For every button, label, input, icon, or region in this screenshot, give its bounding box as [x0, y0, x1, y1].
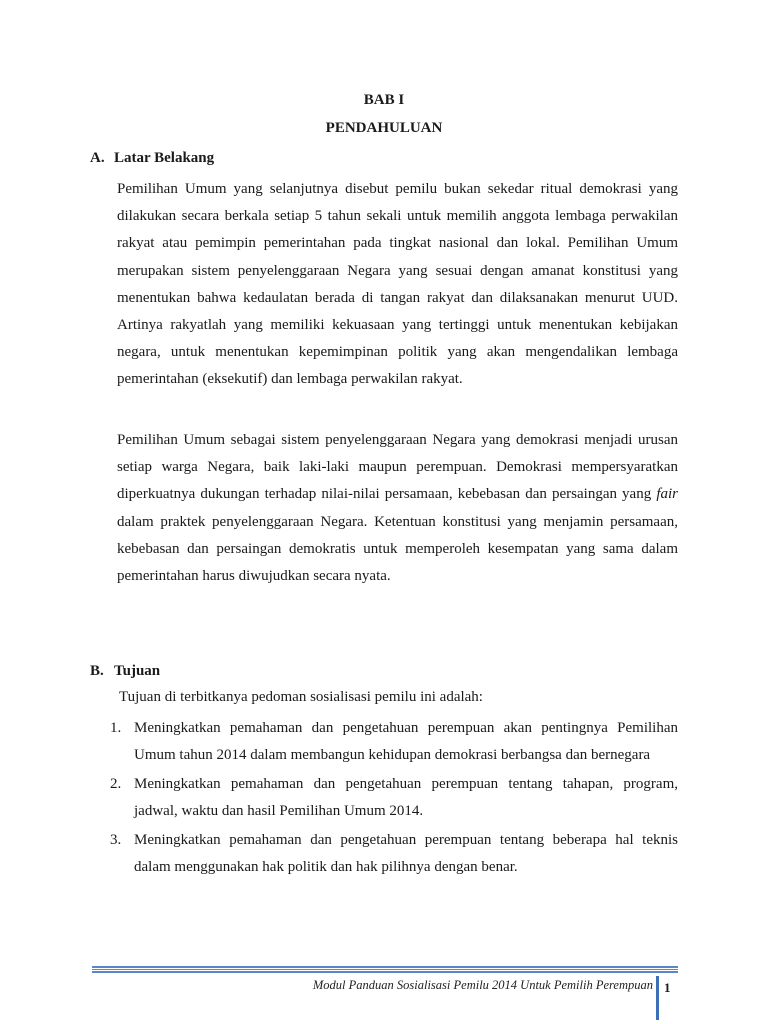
- chapter-number: BAB I: [363, 92, 405, 108]
- paragraph-2-italic-word: fair: [656, 486, 678, 503]
- list-item: [110, 715, 678, 769]
- objectives-list: [110, 715, 678, 883]
- paragraph-2-text-after: dalam praktek penyelenggaraan Negara. Ketentuan konstitusi yang menjamin persamaan, kebebasan dan persaingan demokratis untuk memperoleh kesempatan yang sama dalam pemerintahan harus diwujudkan secara nyata.: [117, 513, 678, 585]
- footer-title: Modul Panduan Sosialisasi Pemilu 2014 Untuk Pemilih Perempuan: [312, 978, 653, 992]
- section-a-letter: A.: [90, 150, 105, 166]
- section-b-letter: B.: [90, 663, 104, 679]
- list-item-text: Meningkatkan pemahaman dan pengetahuan perempuan tentang tahapan, program, jadwal, waktu dan hasil Pemilihan Umum 2014.: [134, 775, 678, 820]
- list-item-number: 1.: [110, 720, 122, 736]
- section-a-heading: [90, 150, 214, 167]
- section-b-intro: Tujuan di terbitkanya pedoman sosialisasi pemilu ini adalah:: [119, 689, 483, 705]
- paragraph-2-text-before: Pemilihan Umum sebagai sistem penyelenggaraan Negara yang demokrasi menjadi urusan setiap warga Negara, baik laki-laki maupun perempuan. Demokrasi mempersyaratkan diperkuatnya dukungan terhadap nilai-nilai persamaan, kebebasan dan persaingan yang: [117, 432, 678, 503]
- list-item-text: Meningkatkan pemahaman dan pengetahuan perempuan akan pentingnya Pemilihan Umum tahun 2014 dalam membangun kehidupan demokrasi berbangsa dan bernegara: [134, 720, 678, 764]
- list-item-number: 2.: [110, 775, 122, 792]
- section-a-paragraph-2: [117, 427, 678, 590]
- section-a-title: Latar Belakang: [114, 150, 215, 166]
- section-a-paragraph-1: Pemilihan Umum yang selanjutnya disebut pemilu bukan sekedar ritual demokrasi yang dilakukan secara berkala setiap 5 tahun sekali untuk memilih anggota lembaga perwakilan rakyat atau pemimpin pemerintahan pada tingkat nasional dan lokal. Pemilihan Umum merupakan sistem penyelenggaraan Negara yang sesuai dengan amanat konstitusi yang menentukan bahwa kedaulatan berada di tangan rakyat dan dilaksanakan menurut UUD. Artinya rakyatlah yang memiliki kekuasaan yang tertinggi untuk menentukan kebijakan negara, untuk menentukan kepemimpinan politik yang akan mengendalikan lembaga pemerintahan (eksekutif) dan lembaga perwakilan rakyat.: [117, 181, 678, 388]
- list-item-number: 3.: [110, 831, 122, 848]
- list-item: [110, 827, 678, 881]
- footer-divider: [92, 966, 678, 975]
- footer-accent-bar: [656, 976, 659, 1020]
- list-item: [110, 771, 678, 825]
- list-item-text: Meningkatkan pemahaman dan pengetahuan perempuan tentang beberapa hal teknis dalam menggunakan hak politik dan hak pilihnya dengan benar.: [134, 831, 678, 876]
- section-b-heading: [90, 663, 160, 680]
- page-number: 1: [664, 980, 671, 995]
- chapter-title: PENDAHULUAN: [325, 120, 443, 136]
- section-b-title: Tujuan: [114, 663, 161, 679]
